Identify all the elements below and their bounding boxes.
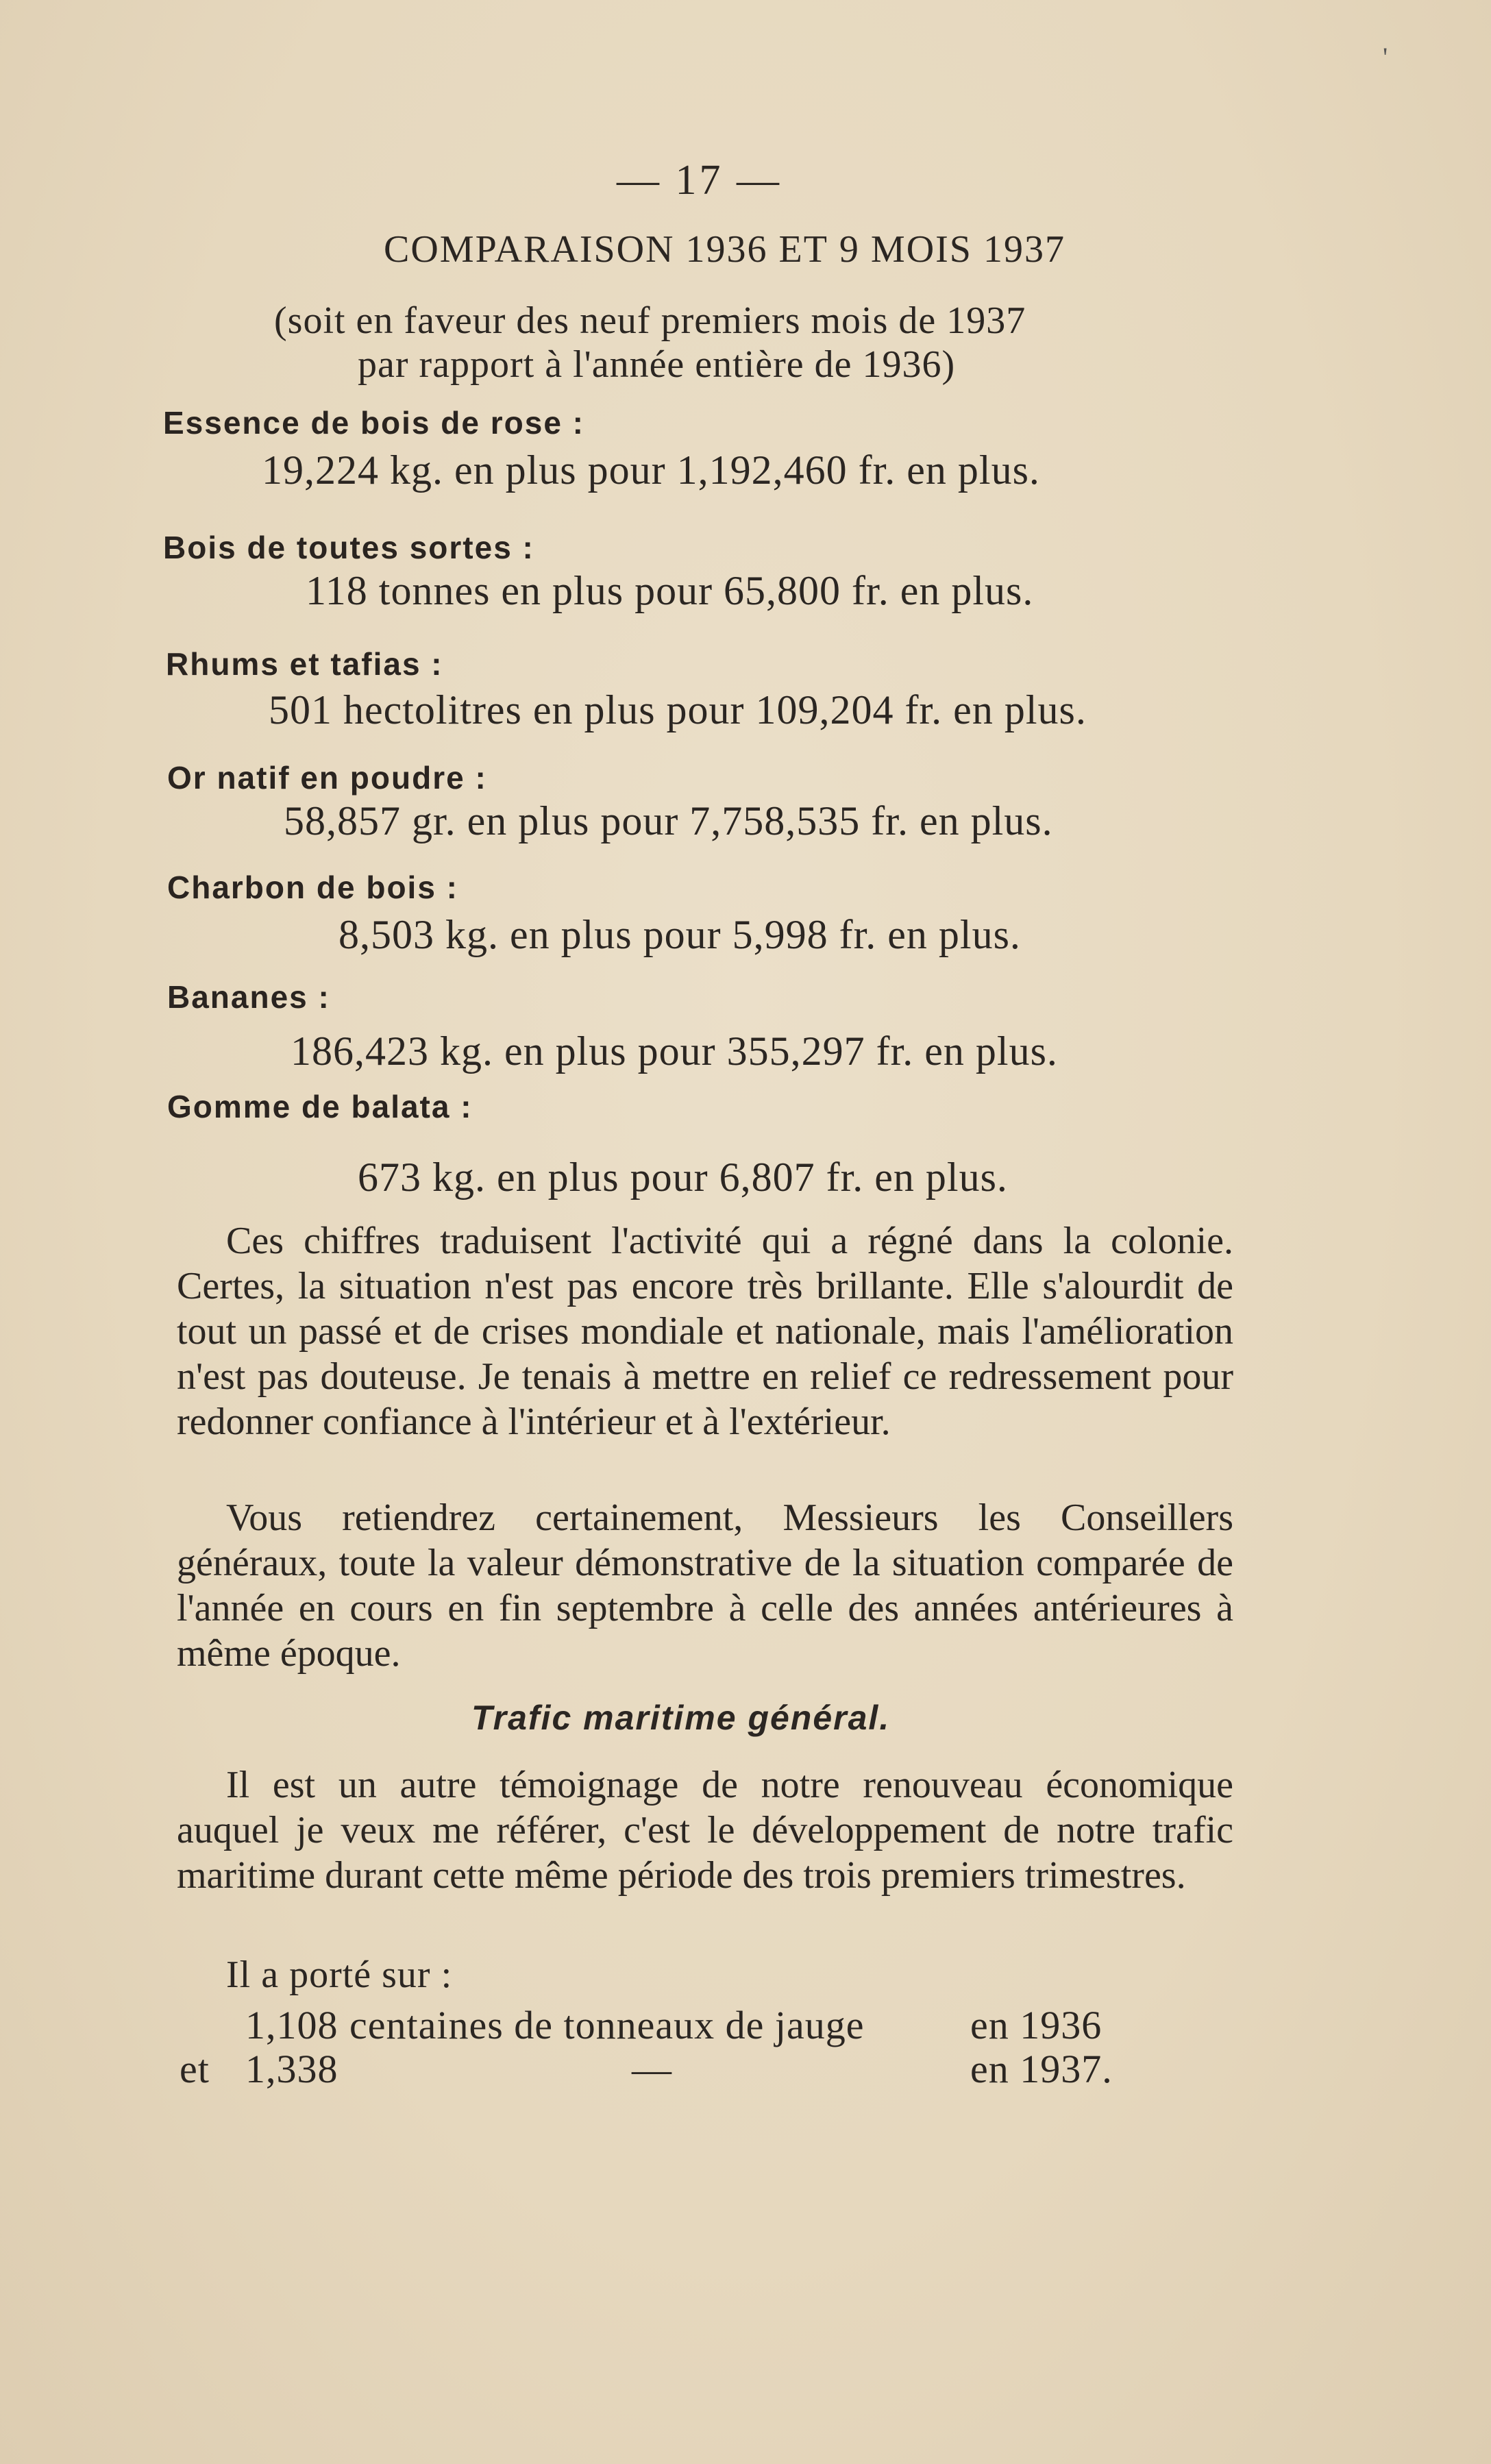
paragraph-activity: Ces chiffres traduisent l'activité qui a régné dans la colonie. Certes, la situation n'est pas encore très brillante. Elle s'alourdit de tout un passé et de crises mondiale et nationale, mais l'amélioration n'est pas douteuse. Je tenais à mettre en relief ce redressement pour redonner confiance à l'intérieur et à l'extérieur. (177, 1220, 1233, 1443)
item-value: 501 hectolitres en plus pour 109,204 fr. en plus. (269, 687, 1087, 732)
tonnage-row-1-text: centaines de tonneaux de jauge (349, 2003, 865, 2047)
section-title: Trafic maritime général. (471, 1699, 891, 1737)
paragraph-trafic: Il est un autre témoignage de notre renouveau économique auquel je veux me référer, c'est le développement de notre trafic maritime durant cette même période des trois premiers trimestres. (177, 1764, 1233, 1897)
item-label: Bananes : (167, 979, 330, 1015)
subheading-line2: par rapport à l'année entière de 1936) (358, 343, 956, 386)
subheading-line1: (soit en faveur des neuf premiers mois de 1937 (274, 299, 1026, 342)
item-label: Gomme de balata : (167, 1089, 473, 1124)
heading-year2: 1937 (983, 228, 1065, 271)
heading-prefix: COMPARAISON (384, 228, 675, 271)
heading-connector: ET (778, 228, 828, 271)
item-value: 186,423 kg. en plus pour 355,297 fr. en plus. (291, 1028, 1058, 1074)
item-label: Or natif en poudre : (167, 760, 487, 796)
heading-year1: 1936 (685, 228, 768, 271)
item-value: 19,224 kg. en plus pour 1,192,460 fr. en plus. (262, 447, 1040, 493)
heading-mois: MOIS (870, 228, 972, 271)
item-value: 673 kg. en plus pour 6,807 fr. en plus. (358, 1155, 1008, 1200)
tonnage-row-1-value: 1,108 (245, 2003, 338, 2047)
paragraph-porte: Il a porté sur : (226, 1954, 453, 1996)
item-label: Rhums et tafias : (166, 646, 443, 682)
tonnage-row-2-prefix: et (180, 2047, 210, 2091)
item-label: Bois de toutes sortes : (163, 530, 534, 565)
page-heading (384, 227, 1065, 271)
tonnage-row-2-dash: — (632, 2047, 672, 2091)
tonnage-row-1-year: en 1936 (970, 2003, 1102, 2047)
tonnage-row-2-year: en 1937. (970, 2047, 1113, 2091)
body-paragraph (177, 1495, 1233, 1676)
body-paragraph (177, 1762, 1233, 1898)
paragraph-conseillers: Vous retiendrez certainement, Messieurs les Conseillers généraux, toute la valeur démonstrative de la situation comparée de l'année en cours en fin septembre à celle des années antérieures à même époque. (177, 1496, 1233, 1675)
tonnage-row-2-value: 1,338 (245, 2047, 338, 2091)
item-label: Charbon de bois : (167, 870, 458, 905)
page-number: — 17 — (617, 157, 782, 204)
body-paragraph (177, 1218, 1233, 1444)
item-value: 8,503 kg. en plus pour 5,998 fr. en plus. (338, 912, 1021, 957)
item-value: 118 tonnes en plus pour 65,800 fr. en plus. (306, 568, 1034, 613)
item-value: 58,857 gr. en plus pour 7,758,535 fr. en plus. (284, 798, 1053, 843)
corner-mark: ' (1383, 42, 1388, 73)
item-label: Essence de bois de rose : (163, 405, 585, 441)
heading-rest: 9 (839, 228, 860, 271)
